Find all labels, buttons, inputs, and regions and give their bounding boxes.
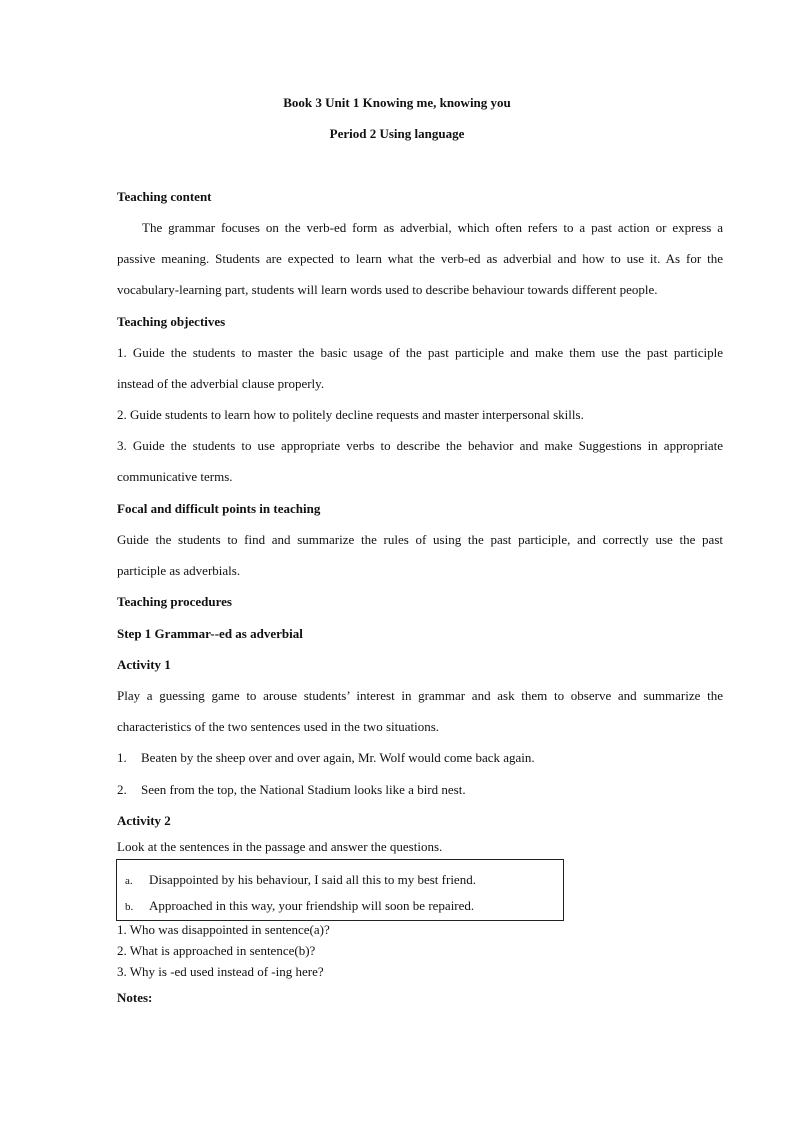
box-sentence-text: Approached in this way, your friendship will soon be repaired. (149, 898, 475, 913)
activity-2-heading: Activity 2 (117, 813, 171, 828)
period-subtitle: Period 2 Using language (329, 126, 465, 141)
box-sentence-label: b. (125, 901, 134, 913)
teaching-procedures-heading: Teaching procedures (117, 594, 232, 609)
box-sentence (125, 898, 474, 915)
activity-1-line: characteristics of the two sentences used in the two situations. (117, 719, 440, 734)
objective-line: instead of the adverbial clause properly. (117, 376, 325, 391)
objective-line: communicative terms. (117, 469, 233, 484)
notes-label: Notes: (117, 990, 153, 1005)
example-number: 2. (117, 782, 127, 797)
activity-1-heading: Activity 1 (117, 657, 171, 672)
example-sentence (117, 750, 723, 766)
activity-2-intro: Look at the sentences in the passage and answer the questions. (117, 839, 443, 854)
teaching-content-heading: Teaching content (117, 189, 212, 204)
objective-line: 1. Guide the students to master the basic usage of the past participle and make them use the past participle (117, 345, 723, 360)
teaching-content-line: The grammar focuses on the verb-ed form as adverbial, which often refers to a past action or express a (142, 220, 723, 235)
step-1-heading: Step 1 Grammar--ed as adverbial (117, 626, 303, 641)
activity-1-line: Play a guessing game to arouse students’ interest in grammar and ask them to observe and summarize the (117, 688, 723, 703)
document-title: Book 3 Unit 1 Knowing me, knowing you (283, 95, 511, 110)
box-sentence-label: a. (125, 875, 133, 887)
example-text: Beaten by the sheep over and over again, Mr. Wolf would come back again. (141, 750, 535, 765)
focal-points-heading: Focal and difficult points in teaching (117, 501, 321, 516)
teaching-content-line: passive meaning. Students are expected to learn what the verb-ed as adverbial and how to use it. As for the (117, 251, 723, 266)
box-sentence-text: Disappointed by his behaviour, I said all this to my best friend. (149, 872, 476, 887)
sentence-box (116, 859, 564, 921)
teaching-content-line: vocabulary-learning part, students will learn words used to describe behaviour towards different people. (117, 282, 658, 297)
example-text: Seen from the top, the National Stadium looks like a bird nest. (141, 782, 466, 797)
objective-line: 2. Guide students to learn how to politely decline requests and master interpersonal skills. (117, 407, 584, 422)
focal-points-line: Guide the students to find and summarize the rules of using the past participle, and correctly use the past (117, 532, 723, 547)
example-number: 1. (117, 750, 127, 765)
question-line: 2. What is approached in sentence(b)? (117, 943, 316, 958)
box-sentence (125, 872, 476, 889)
objective-line: 3. Guide the students to use appropriate verbs to describe the behavior and make Suggestions in appropriate (117, 438, 723, 453)
teaching-objectives-heading: Teaching objectives (117, 314, 226, 329)
question-line: 1. Who was disappointed in sentence(a)? (117, 922, 330, 937)
focal-points-line: participle as adverbials. (117, 563, 241, 578)
question-line: 3. Why is -ed used instead of -ing here? (117, 964, 324, 979)
example-sentence (117, 782, 723, 798)
